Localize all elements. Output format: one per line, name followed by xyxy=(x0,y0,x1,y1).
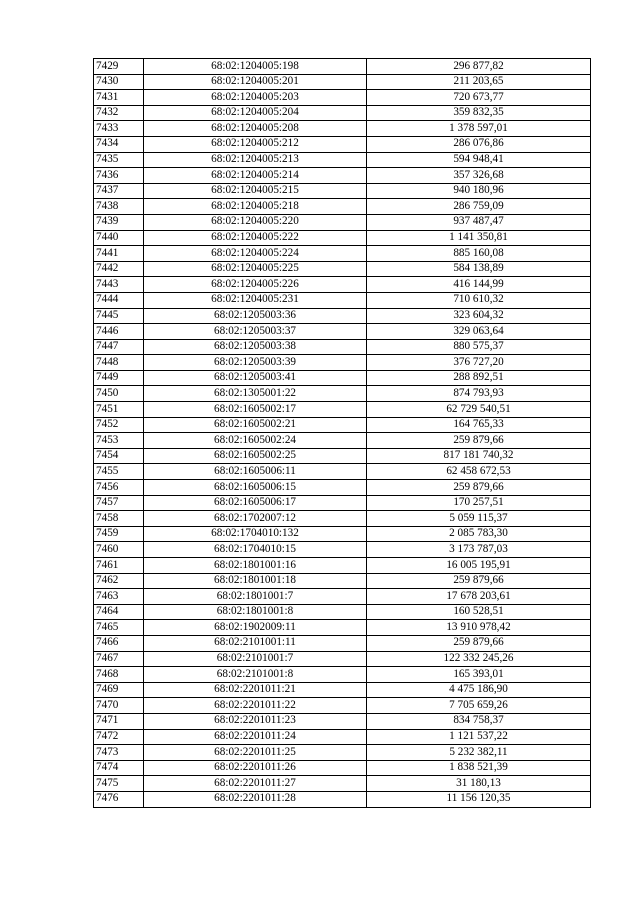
row-number-cell: 7430 xyxy=(94,74,144,90)
table-row xyxy=(94,261,591,277)
cadastral-value-cell: 1 141 350,81 xyxy=(367,230,591,246)
cadastral-number-cell: 68:02:1801001:16 xyxy=(144,558,367,574)
row-number-cell: 7440 xyxy=(94,230,144,246)
cadastral-number-cell: 68:02:2101001:8 xyxy=(144,667,367,683)
cadastral-value-cell: 1 838 521,39 xyxy=(367,760,591,776)
row-number-cell: 7468 xyxy=(94,667,144,683)
table-row xyxy=(94,558,591,574)
cadastral-value-cell: 164 765,33 xyxy=(367,417,591,433)
cadastral-number-cell: 68:02:1902009:11 xyxy=(144,620,367,636)
cadastral-number-cell: 68:02:1305001:22 xyxy=(144,386,367,402)
cadastral-value-cell: 329 063,64 xyxy=(367,324,591,340)
table-row xyxy=(94,745,591,761)
row-number-cell: 7456 xyxy=(94,480,144,496)
cadastral-value-cell: 2 085 783,30 xyxy=(367,526,591,542)
table-row xyxy=(94,292,591,308)
cadastral-value-cell: 7 705 659,26 xyxy=(367,698,591,714)
cadastral-value-cell: 940 180,96 xyxy=(367,183,591,199)
row-number-cell: 7436 xyxy=(94,168,144,184)
cadastral-number-cell: 68:02:1605002:25 xyxy=(144,448,367,464)
cadastral-number-cell: 68:02:1204005:201 xyxy=(144,74,367,90)
cadastral-value-cell: 288 892,51 xyxy=(367,370,591,386)
cadastral-value-cell: 31 180,13 xyxy=(367,776,591,792)
table-row xyxy=(94,464,591,480)
cadastral-number-cell: 68:02:2101001:11 xyxy=(144,635,367,651)
table-row xyxy=(94,152,591,168)
table-row xyxy=(94,776,591,792)
cadastral-value-cell: 170 257,51 xyxy=(367,495,591,511)
table-row xyxy=(94,121,591,137)
row-number-cell: 7434 xyxy=(94,136,144,152)
table-row xyxy=(94,339,591,355)
cadastral-value-cell: 720 673,77 xyxy=(367,90,591,106)
table-row xyxy=(94,370,591,386)
cadastral-number-cell: 68:02:1204005:224 xyxy=(144,246,367,262)
cadastral-value-cell: 296 877,82 xyxy=(367,59,591,75)
cadastral-value-cell: 62 458 672,53 xyxy=(367,464,591,480)
cadastral-value-cell: 885 160,08 xyxy=(367,246,591,262)
table-row xyxy=(94,729,591,745)
cadastral-value-cell: 259 879,66 xyxy=(367,480,591,496)
cadastral-number-cell: 68:02:1605006:11 xyxy=(144,464,367,480)
cadastral-value-cell: 357 326,68 xyxy=(367,168,591,184)
cadastral-value-cell: 165 393,01 xyxy=(367,667,591,683)
cadastral-number-cell: 68:02:1801001:8 xyxy=(144,604,367,620)
cadastral-number-cell: 68:02:1204005:220 xyxy=(144,214,367,230)
table-row xyxy=(94,168,591,184)
row-number-cell: 7465 xyxy=(94,620,144,636)
cadastral-number-cell: 68:02:1704010:15 xyxy=(144,542,367,558)
row-number-cell: 7446 xyxy=(94,324,144,340)
cadastral-value-cell: 359 832,35 xyxy=(367,105,591,121)
table-row xyxy=(94,59,591,75)
cadastral-value-cell: 13 910 978,42 xyxy=(367,620,591,636)
row-number-cell: 7459 xyxy=(94,526,144,542)
row-number-cell: 7448 xyxy=(94,355,144,371)
cadastral-value-cell: 62 729 540,51 xyxy=(367,402,591,418)
row-number-cell: 7462 xyxy=(94,573,144,589)
row-number-cell: 7454 xyxy=(94,448,144,464)
table-row xyxy=(94,74,591,90)
cadastral-number-cell: 68:02:2101001:7 xyxy=(144,651,367,667)
row-number-cell: 7450 xyxy=(94,386,144,402)
cadastral-value-cell: 1 121 537,22 xyxy=(367,729,591,745)
cadastral-number-cell: 68:02:1204005:231 xyxy=(144,292,367,308)
row-number-cell: 7435 xyxy=(94,152,144,168)
row-number-cell: 7471 xyxy=(94,713,144,729)
row-number-cell: 7439 xyxy=(94,214,144,230)
row-number-cell: 7460 xyxy=(94,542,144,558)
row-number-cell: 7442 xyxy=(94,261,144,277)
cadastral-value-cell: 160 528,51 xyxy=(367,604,591,620)
table-row xyxy=(94,589,591,605)
cadastral-value-cell: 880 575,37 xyxy=(367,339,591,355)
table-body xyxy=(94,59,591,808)
cadastral-number-cell: 68:02:1205003:37 xyxy=(144,324,367,340)
cadastral-value-cell: 11 156 120,35 xyxy=(367,791,591,807)
cadastral-number-cell: 68:02:1204005:218 xyxy=(144,199,367,215)
cadastral-number-cell: 68:02:1204005:204 xyxy=(144,105,367,121)
cadastral-value-cell: 4 475 186,90 xyxy=(367,682,591,698)
table-row xyxy=(94,791,591,807)
row-number-cell: 7433 xyxy=(94,121,144,137)
table-row xyxy=(94,448,591,464)
cadastral-value-cell: 323 604,32 xyxy=(367,308,591,324)
cadastral-number-cell: 68:02:2201011:21 xyxy=(144,682,367,698)
cadastral-number-cell: 68:02:2201011:24 xyxy=(144,729,367,745)
cadastral-number-cell: 68:02:2201011:22 xyxy=(144,698,367,714)
table-row xyxy=(94,402,591,418)
cadastral-value-cell: 17 678 203,61 xyxy=(367,589,591,605)
cadastral-number-cell: 68:02:1605002:21 xyxy=(144,417,367,433)
table-row xyxy=(94,105,591,121)
row-number-cell: 7470 xyxy=(94,698,144,714)
cadastral-number-cell: 68:02:1605006:15 xyxy=(144,480,367,496)
cadastral-number-cell: 68:02:1204005:214 xyxy=(144,168,367,184)
cadastral-number-cell: 68:02:1204005:226 xyxy=(144,277,367,293)
row-number-cell: 7458 xyxy=(94,511,144,527)
row-number-cell: 7449 xyxy=(94,370,144,386)
cadastral-value-cell: 874 793,93 xyxy=(367,386,591,402)
row-number-cell: 7457 xyxy=(94,495,144,511)
row-number-cell: 7451 xyxy=(94,402,144,418)
cadastral-number-cell: 68:02:2201011:28 xyxy=(144,791,367,807)
cadastral-number-cell: 68:02:1801001:18 xyxy=(144,573,367,589)
table-row xyxy=(94,651,591,667)
cadastral-number-cell: 68:02:2201011:23 xyxy=(144,713,367,729)
cadastral-number-cell: 68:02:1702007:12 xyxy=(144,511,367,527)
table-row xyxy=(94,526,591,542)
table-row xyxy=(94,480,591,496)
cadastral-number-cell: 68:02:1205003:39 xyxy=(144,355,367,371)
cadastral-number-cell: 68:02:1205003:41 xyxy=(144,370,367,386)
cadastral-value-cell: 16 005 195,91 xyxy=(367,558,591,574)
table-row xyxy=(94,246,591,262)
cadastral-number-cell: 68:02:2201011:26 xyxy=(144,760,367,776)
cadastral-number-cell: 68:02:1204005:198 xyxy=(144,59,367,75)
row-number-cell: 7473 xyxy=(94,745,144,761)
row-number-cell: 7464 xyxy=(94,604,144,620)
cadastral-value-cell: 834 758,37 xyxy=(367,713,591,729)
cadastral-number-cell: 68:02:1205003:38 xyxy=(144,339,367,355)
row-number-cell: 7476 xyxy=(94,791,144,807)
cadastral-value-cell: 710 610,32 xyxy=(367,292,591,308)
cadastral-value-cell: 584 138,89 xyxy=(367,261,591,277)
cadastral-value-cell: 259 879,66 xyxy=(367,573,591,589)
row-number-cell: 7467 xyxy=(94,651,144,667)
row-number-cell: 7429 xyxy=(94,59,144,75)
cadastral-value-cell: 937 487,47 xyxy=(367,214,591,230)
table-row xyxy=(94,90,591,106)
row-number-cell: 7461 xyxy=(94,558,144,574)
cadastral-value-cell: 817 181 740,32 xyxy=(367,448,591,464)
table-row xyxy=(94,183,591,199)
table-row xyxy=(94,355,591,371)
table-row xyxy=(94,667,591,683)
table-row xyxy=(94,760,591,776)
cadastral-number-cell: 68:02:1205003:36 xyxy=(144,308,367,324)
cadastral-number-cell: 68:02:1204005:208 xyxy=(144,121,367,137)
table-row xyxy=(94,698,591,714)
table-row xyxy=(94,713,591,729)
row-number-cell: 7443 xyxy=(94,277,144,293)
table-row xyxy=(94,386,591,402)
cadastral-value-cell: 1 378 597,01 xyxy=(367,121,591,137)
row-number-cell: 7472 xyxy=(94,729,144,745)
cadastral-number-cell: 68:02:1704010:132 xyxy=(144,526,367,542)
table-row xyxy=(94,324,591,340)
cadastral-value-cell: 286 759,09 xyxy=(367,199,591,215)
row-number-cell: 7474 xyxy=(94,760,144,776)
cadastral-number-cell: 68:02:2201011:25 xyxy=(144,745,367,761)
row-number-cell: 7469 xyxy=(94,682,144,698)
table-row xyxy=(94,511,591,527)
table-row xyxy=(94,495,591,511)
table-row xyxy=(94,277,591,293)
row-number-cell: 7463 xyxy=(94,589,144,605)
row-number-cell: 7432 xyxy=(94,105,144,121)
cadastral-number-cell: 68:02:1204005:213 xyxy=(144,152,367,168)
row-number-cell: 7441 xyxy=(94,246,144,262)
row-number-cell: 7466 xyxy=(94,635,144,651)
row-number-cell: 7444 xyxy=(94,292,144,308)
table-row xyxy=(94,433,591,449)
row-number-cell: 7475 xyxy=(94,776,144,792)
cadastral-value-cell: 259 879,66 xyxy=(367,433,591,449)
row-number-cell: 7452 xyxy=(94,417,144,433)
row-number-cell: 7455 xyxy=(94,464,144,480)
table-row xyxy=(94,214,591,230)
cadastral-number-cell: 68:02:1605002:17 xyxy=(144,402,367,418)
cadastral-value-cell: 376 727,20 xyxy=(367,355,591,371)
cadastral-number-cell: 68:02:1605006:17 xyxy=(144,495,367,511)
row-number-cell: 7438 xyxy=(94,199,144,215)
table-row xyxy=(94,604,591,620)
row-number-cell: 7431 xyxy=(94,90,144,106)
cadastral-number-cell: 68:02:1204005:225 xyxy=(144,261,367,277)
table-row xyxy=(94,199,591,215)
table-row xyxy=(94,682,591,698)
table-row xyxy=(94,136,591,152)
cadastral-number-cell: 68:02:1801001:7 xyxy=(144,589,367,605)
cadastral-value-table xyxy=(93,58,591,808)
cadastral-value-cell: 5 059 115,37 xyxy=(367,511,591,527)
row-number-cell: 7437 xyxy=(94,183,144,199)
table-row xyxy=(94,542,591,558)
row-number-cell: 7445 xyxy=(94,308,144,324)
row-number-cell: 7453 xyxy=(94,433,144,449)
table-row xyxy=(94,573,591,589)
cadastral-value-cell: 594 948,41 xyxy=(367,152,591,168)
cadastral-number-cell: 68:02:2201011:27 xyxy=(144,776,367,792)
cadastral-number-cell: 68:02:1204005:222 xyxy=(144,230,367,246)
cadastral-value-cell: 211 203,65 xyxy=(367,74,591,90)
cadastral-value-cell: 122 332 245,26 xyxy=(367,651,591,667)
table-row xyxy=(94,230,591,246)
cadastral-number-cell: 68:02:1204005:215 xyxy=(144,183,367,199)
cadastral-value-cell: 259 879,66 xyxy=(367,635,591,651)
table-row xyxy=(94,635,591,651)
cadastral-value-cell: 3 173 787,03 xyxy=(367,542,591,558)
table-row xyxy=(94,308,591,324)
table-row xyxy=(94,417,591,433)
cadastral-value-cell: 5 232 382,11 xyxy=(367,745,591,761)
row-number-cell: 7447 xyxy=(94,339,144,355)
cadastral-number-cell: 68:02:1605002:24 xyxy=(144,433,367,449)
cadastral-value-cell: 286 076,86 xyxy=(367,136,591,152)
cadastral-number-cell: 68:02:1204005:212 xyxy=(144,136,367,152)
table-row xyxy=(94,620,591,636)
cadastral-number-cell: 68:02:1204005:203 xyxy=(144,90,367,106)
cadastral-value-cell: 416 144,99 xyxy=(367,277,591,293)
